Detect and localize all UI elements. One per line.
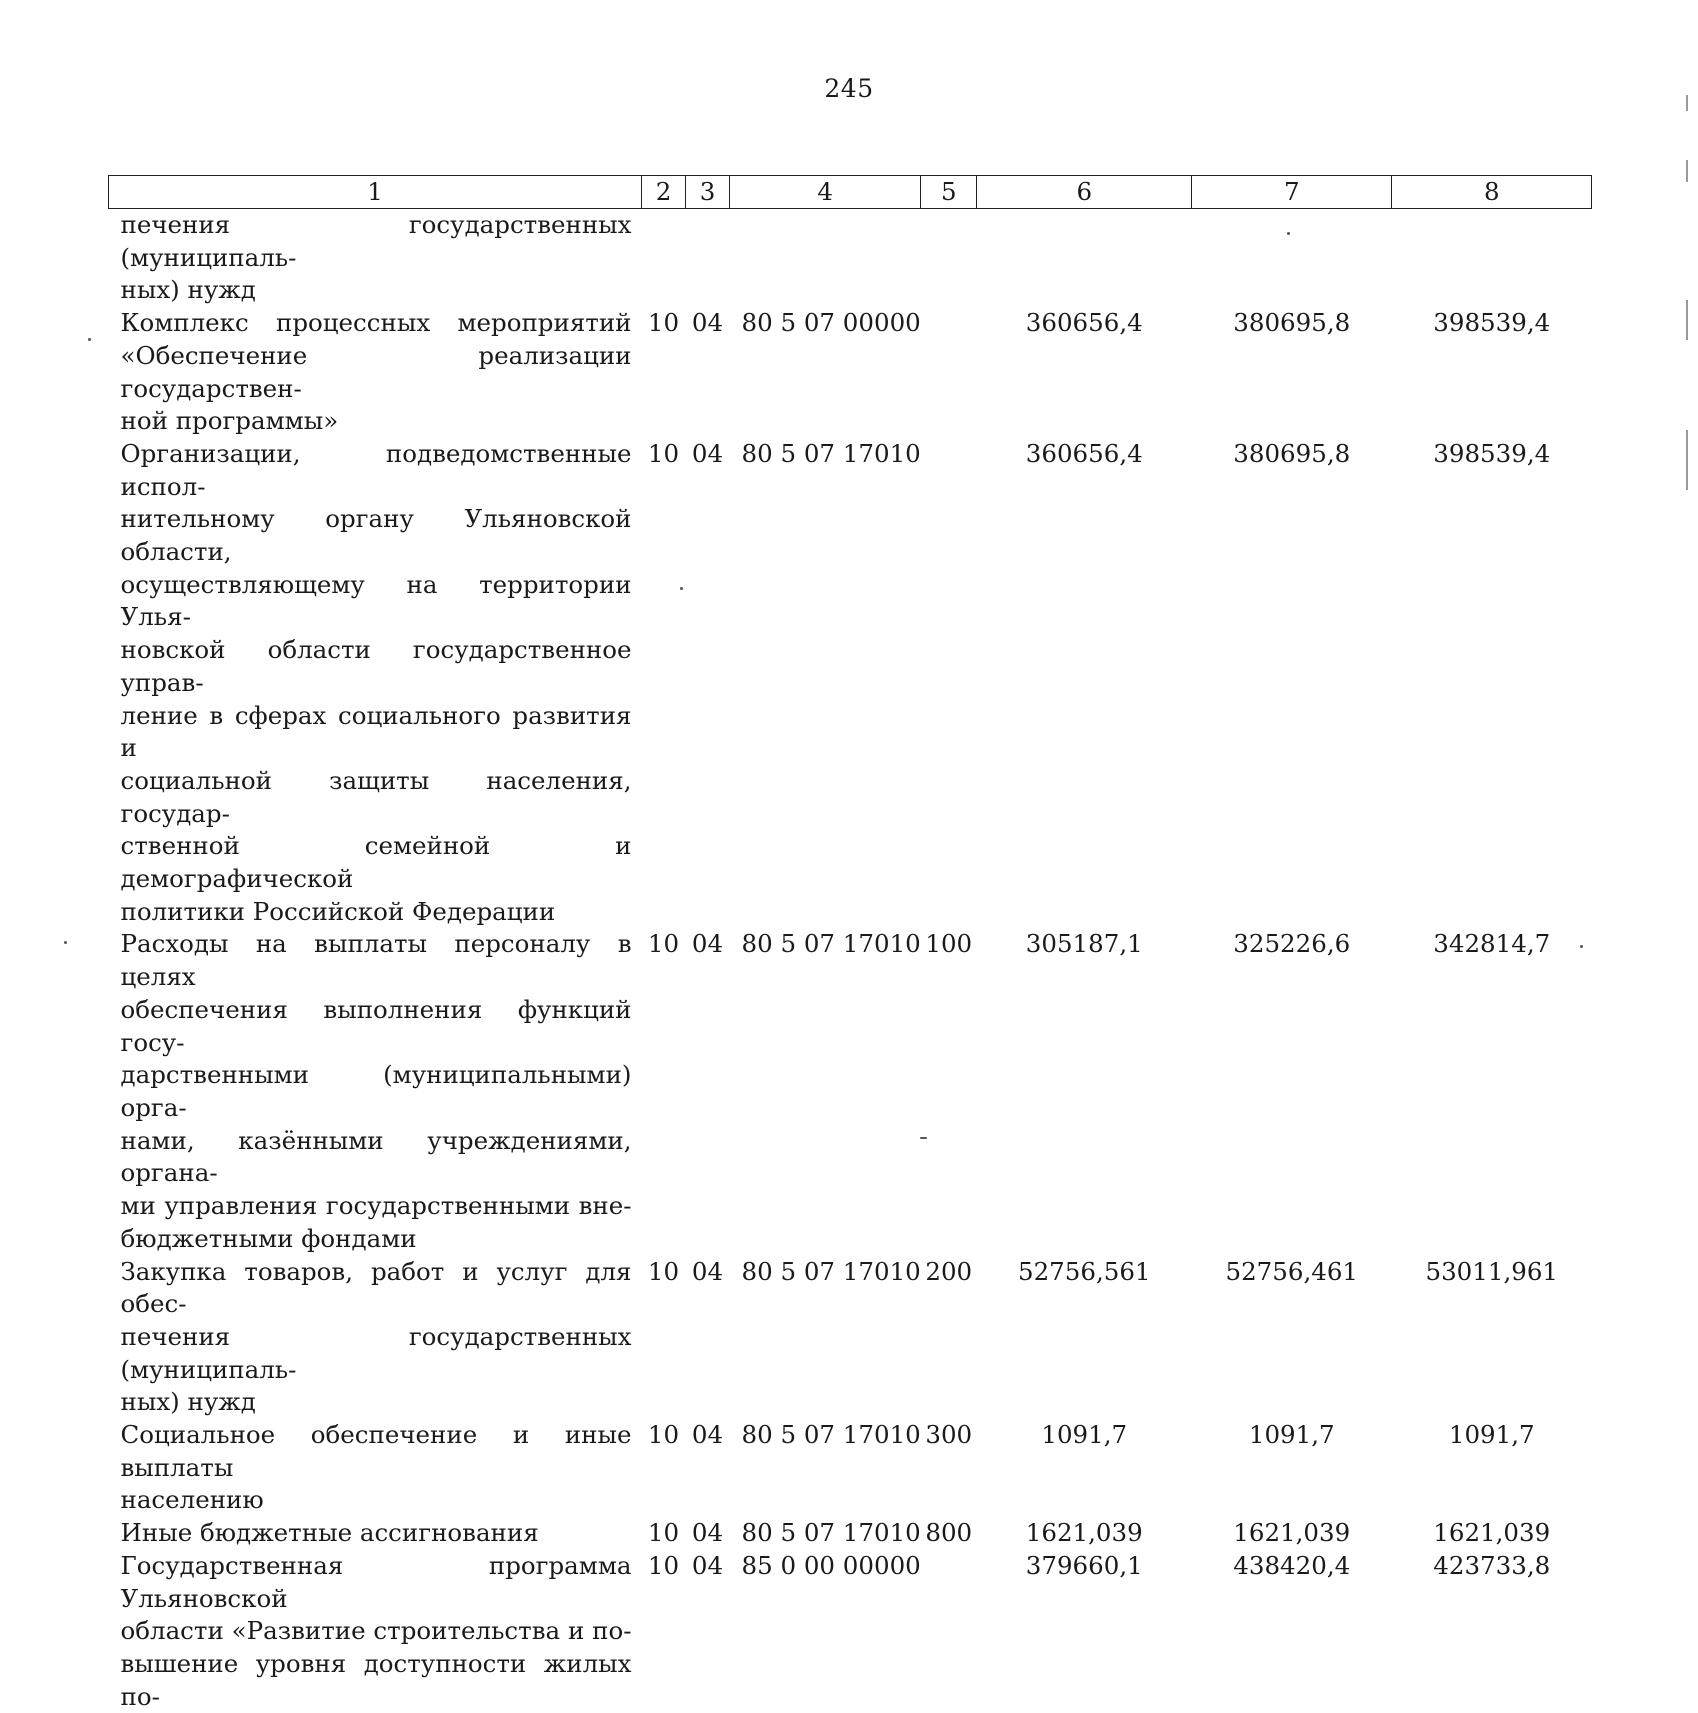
amount-year-1: 1621,039 xyxy=(977,1517,1192,1550)
scan-edge-mark xyxy=(1686,160,1688,182)
table-row xyxy=(109,1517,1592,1550)
description-line: новской области государственное управ- xyxy=(121,634,632,699)
amount-year-2: 52756,461 xyxy=(1192,1256,1392,1420)
description-line: нительному органу Ульяновской области, xyxy=(121,503,632,568)
table-row xyxy=(109,438,1592,929)
amount-year-3: 1091,7 xyxy=(1392,1419,1592,1517)
table-row xyxy=(109,1419,1592,1517)
amount-year-3: 1621,039 xyxy=(1392,1517,1592,1550)
expense-type-code xyxy=(921,209,977,308)
section-code: 10 xyxy=(642,438,686,929)
amount-year-3 xyxy=(1392,209,1592,308)
description-line: ление в сферах социального развития и xyxy=(121,700,632,765)
amount-year-1: 1091,7 xyxy=(977,1419,1192,1517)
scan-edge-mark xyxy=(1686,300,1688,340)
description-line: Иные бюджетные ассигнования xyxy=(121,1517,632,1550)
row-description xyxy=(109,928,642,1255)
expense-type-code xyxy=(921,438,977,929)
scan-edge-mark xyxy=(1686,430,1688,490)
header-row xyxy=(109,176,1592,209)
description-line: дарственными (муниципальными) орга- xyxy=(121,1059,632,1124)
row-description xyxy=(109,1256,642,1420)
table-row xyxy=(109,1256,1592,1420)
table-row xyxy=(109,928,1592,1255)
subsection-code: 04 xyxy=(686,1550,730,1713)
description-line: осуществляющему на территории Улья- xyxy=(121,569,632,634)
column-header: 4 xyxy=(730,176,921,209)
amount-year-1: 379660,1 xyxy=(977,1550,1192,1713)
table-body xyxy=(109,209,1592,1713)
description-line: Государственная программа Ульяновской xyxy=(121,1550,632,1615)
scan-speck xyxy=(920,1137,927,1139)
subsection-code: 04 xyxy=(686,1256,730,1420)
section-code: 10 xyxy=(642,1517,686,1550)
section-code: 10 xyxy=(642,307,686,438)
amount-year-2: 1621,039 xyxy=(1192,1517,1392,1550)
amount-year-3: 53011,961 xyxy=(1392,1256,1592,1420)
section-code: 10 xyxy=(642,1550,686,1713)
budget-table xyxy=(108,175,1592,1713)
amount-year-1: 305187,1 xyxy=(977,928,1192,1255)
description-line: ственной семейной и демографической xyxy=(121,830,632,895)
subsection-code xyxy=(686,209,730,308)
target-article-code xyxy=(730,209,921,308)
description-line: ной программы» xyxy=(121,405,632,438)
row-description xyxy=(109,1419,642,1517)
column-header: 7 xyxy=(1192,176,1392,209)
table-row xyxy=(109,1550,1592,1713)
description-line: печения государственных (муниципаль- xyxy=(121,209,632,274)
description-line: бюджетными фондами xyxy=(121,1223,632,1256)
amount-year-1: 360656,4 xyxy=(977,438,1192,929)
amount-year-1 xyxy=(977,209,1192,308)
amount-year-2: 438420,4 xyxy=(1192,1550,1392,1713)
description-line: социальной защиты населения, государ- xyxy=(121,765,632,830)
row-description xyxy=(109,1517,642,1550)
target-article-code: 80 5 07 17010 xyxy=(730,928,921,1255)
table-row xyxy=(109,307,1592,438)
description-line: ных) нужд xyxy=(121,1386,632,1419)
row-description xyxy=(109,438,642,929)
subsection-code: 04 xyxy=(686,438,730,929)
description-line: обеспечения выполнения функций госу- xyxy=(121,994,632,1059)
target-article-code: 80 5 07 17010 xyxy=(730,1256,921,1420)
description-line: политики Российской Федерации xyxy=(121,896,632,929)
target-article-code: 80 5 07 17010 xyxy=(730,438,921,929)
amount-year-2: 380695,8 xyxy=(1192,307,1392,438)
page-number: 245 xyxy=(0,74,1698,103)
description-line: ных) нужд xyxy=(121,274,632,307)
section-code: 10 xyxy=(642,1256,686,1420)
scan-speck xyxy=(64,941,67,944)
expense-type-code: 300 xyxy=(921,1419,977,1517)
target-article-code: 80 5 07 17010 xyxy=(730,1419,921,1517)
amount-year-3: 398539,4 xyxy=(1392,307,1592,438)
column-header: 5 xyxy=(921,176,977,209)
scan-speck xyxy=(1287,232,1290,235)
amount-year-3: 398539,4 xyxy=(1392,438,1592,929)
amount-year-1: 52756,561 xyxy=(977,1256,1192,1420)
description-line: «Обеспечение реализации государствен- xyxy=(121,340,632,405)
row-description xyxy=(109,1550,642,1713)
column-header: 2 xyxy=(642,176,686,209)
target-article-code: 85 0 00 00000 xyxy=(730,1550,921,1713)
description-line: Комплекс процессных мероприятий xyxy=(121,307,632,340)
amount-year-2 xyxy=(1192,209,1392,308)
scan-speck xyxy=(88,338,91,341)
description-line: ми управления государственными вне- xyxy=(121,1190,632,1223)
amount-year-2: 380695,8 xyxy=(1192,438,1392,929)
column-header: 3 xyxy=(686,176,730,209)
subsection-code: 04 xyxy=(686,1419,730,1517)
expense-type-code: 200 xyxy=(921,1256,977,1420)
amount-year-3: 342814,7 xyxy=(1392,928,1592,1255)
subsection-code: 04 xyxy=(686,1517,730,1550)
scan-edge-mark xyxy=(1686,95,1688,111)
description-line: вышение уровня доступности жилых по- xyxy=(121,1648,632,1713)
description-line: Социальное обеспечение и иные выплаты xyxy=(121,1419,632,1484)
row-description xyxy=(109,307,642,438)
amount-year-2: 1091,7 xyxy=(1192,1419,1392,1517)
target-article-code: 80 5 07 17010 xyxy=(730,1517,921,1550)
amount-year-3: 423733,8 xyxy=(1392,1550,1592,1713)
expense-type-code xyxy=(921,1550,977,1713)
subsection-code: 04 xyxy=(686,928,730,1255)
row-description xyxy=(109,209,642,308)
description-line: Расходы на выплаты персоналу в целях xyxy=(121,928,632,993)
description-line: Организации, подведомственные испол- xyxy=(121,438,632,503)
section-code: 10 xyxy=(642,928,686,1255)
column-header: 1 xyxy=(109,176,642,209)
section-code xyxy=(642,209,686,308)
amount-year-2: 325226,6 xyxy=(1192,928,1392,1255)
table-row xyxy=(109,209,1592,308)
subsection-code: 04 xyxy=(686,307,730,438)
description-line: печения государственных (муниципаль- xyxy=(121,1321,632,1386)
expense-type-code xyxy=(921,307,977,438)
description-line: области «Развитие строительства и по- xyxy=(121,1615,632,1648)
scan-speck xyxy=(1580,945,1583,948)
scan-speck xyxy=(680,587,683,590)
description-line: населению xyxy=(121,1484,632,1517)
description-line: Закупка товаров, работ и услуг для обес- xyxy=(121,1256,632,1321)
column-header: 8 xyxy=(1392,176,1592,209)
expense-type-code: 800 xyxy=(921,1517,977,1550)
amount-year-1: 360656,4 xyxy=(977,307,1192,438)
section-code: 10 xyxy=(642,1419,686,1517)
description-line: нами, казёнными учреждениями, органа- xyxy=(121,1125,632,1190)
target-article-code: 80 5 07 00000 xyxy=(730,307,921,438)
column-header: 6 xyxy=(977,176,1192,209)
expense-type-code: 100 xyxy=(921,928,977,1255)
